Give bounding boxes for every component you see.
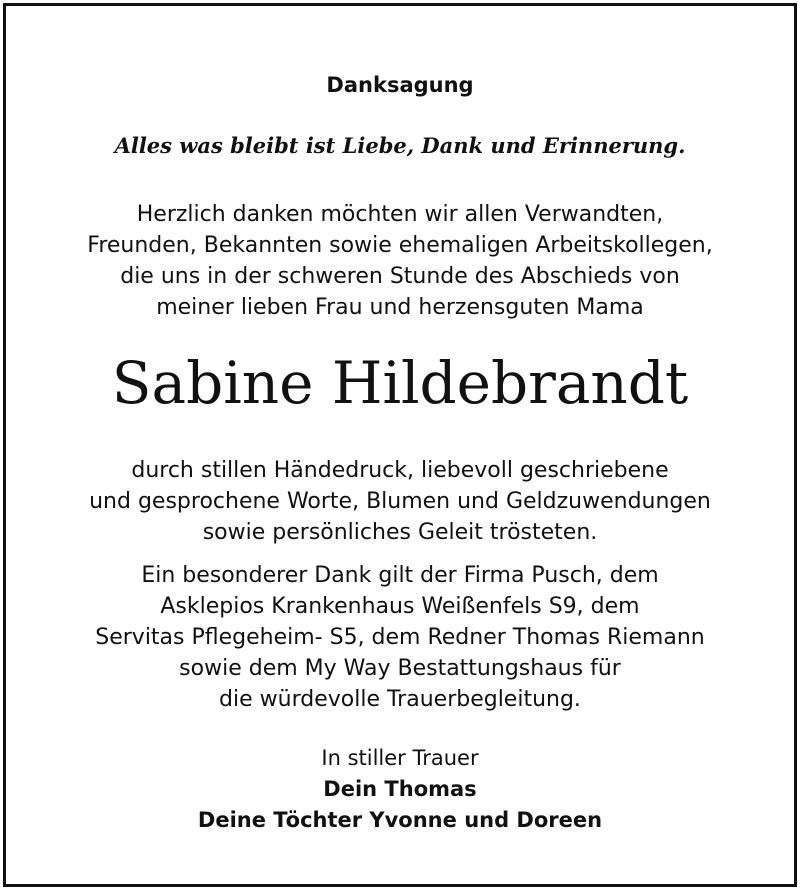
special-thanks-line: die würdevolle Trauerbegleitung. — [219, 687, 581, 712]
special-thanks-line: Asklepios Krankenhaus Weißenfels S9, dem — [160, 594, 640, 619]
special-thanks-line: Ein besonderer Dank gilt der Firma Pusch, dem — [141, 563, 659, 588]
intro-line: Herzlich danken möchten wir allen Verwandten, — [136, 202, 664, 227]
closing-phrase: In stiller Trauer — [321, 746, 479, 770]
special-thanks-line: Servitas Pflegeheim- S5, dem Redner Thomas Riemann — [95, 625, 705, 650]
comfort-line: sowie persönliches Geleit trösteten. — [202, 520, 598, 545]
notice-frame — [3, 3, 797, 887]
comfort-line: und gesprochene Worte, Blumen und Geldzuwendungen — [89, 489, 711, 514]
signatory-daughters: Deine Töchter Yvonne und Doreen — [197, 808, 603, 832]
intro-line: meiner lieben Frau und herzensguten Mama — [156, 295, 644, 320]
special-thanks-line: sowie dem My Way Bestattungshaus für — [179, 656, 621, 681]
intro-line: die uns in der schweren Stunde des Abschieds von — [120, 264, 680, 289]
comfort-line: durch stillen Händedruck, liebevoll geschriebene — [131, 458, 669, 483]
intro-line: Freunden, Bekannten sowie ehemaligen Arbeitskollegen, — [87, 233, 713, 258]
comfort-paragraph — [6, 455, 794, 548]
intro-paragraph — [6, 199, 794, 323]
deceased-name: Sabine Hildebrandt — [111, 349, 689, 417]
special-thanks-paragraph — [6, 560, 794, 715]
obituary-notice — [6, 6, 794, 884]
closing-block — [6, 743, 794, 836]
signatory-husband: Dein Thomas — [323, 777, 477, 801]
notice-motto: Alles was bleibt ist Liebe, Dank und Erinnerung. — [114, 133, 686, 158]
notice-heading: Danksagung — [326, 73, 474, 97]
